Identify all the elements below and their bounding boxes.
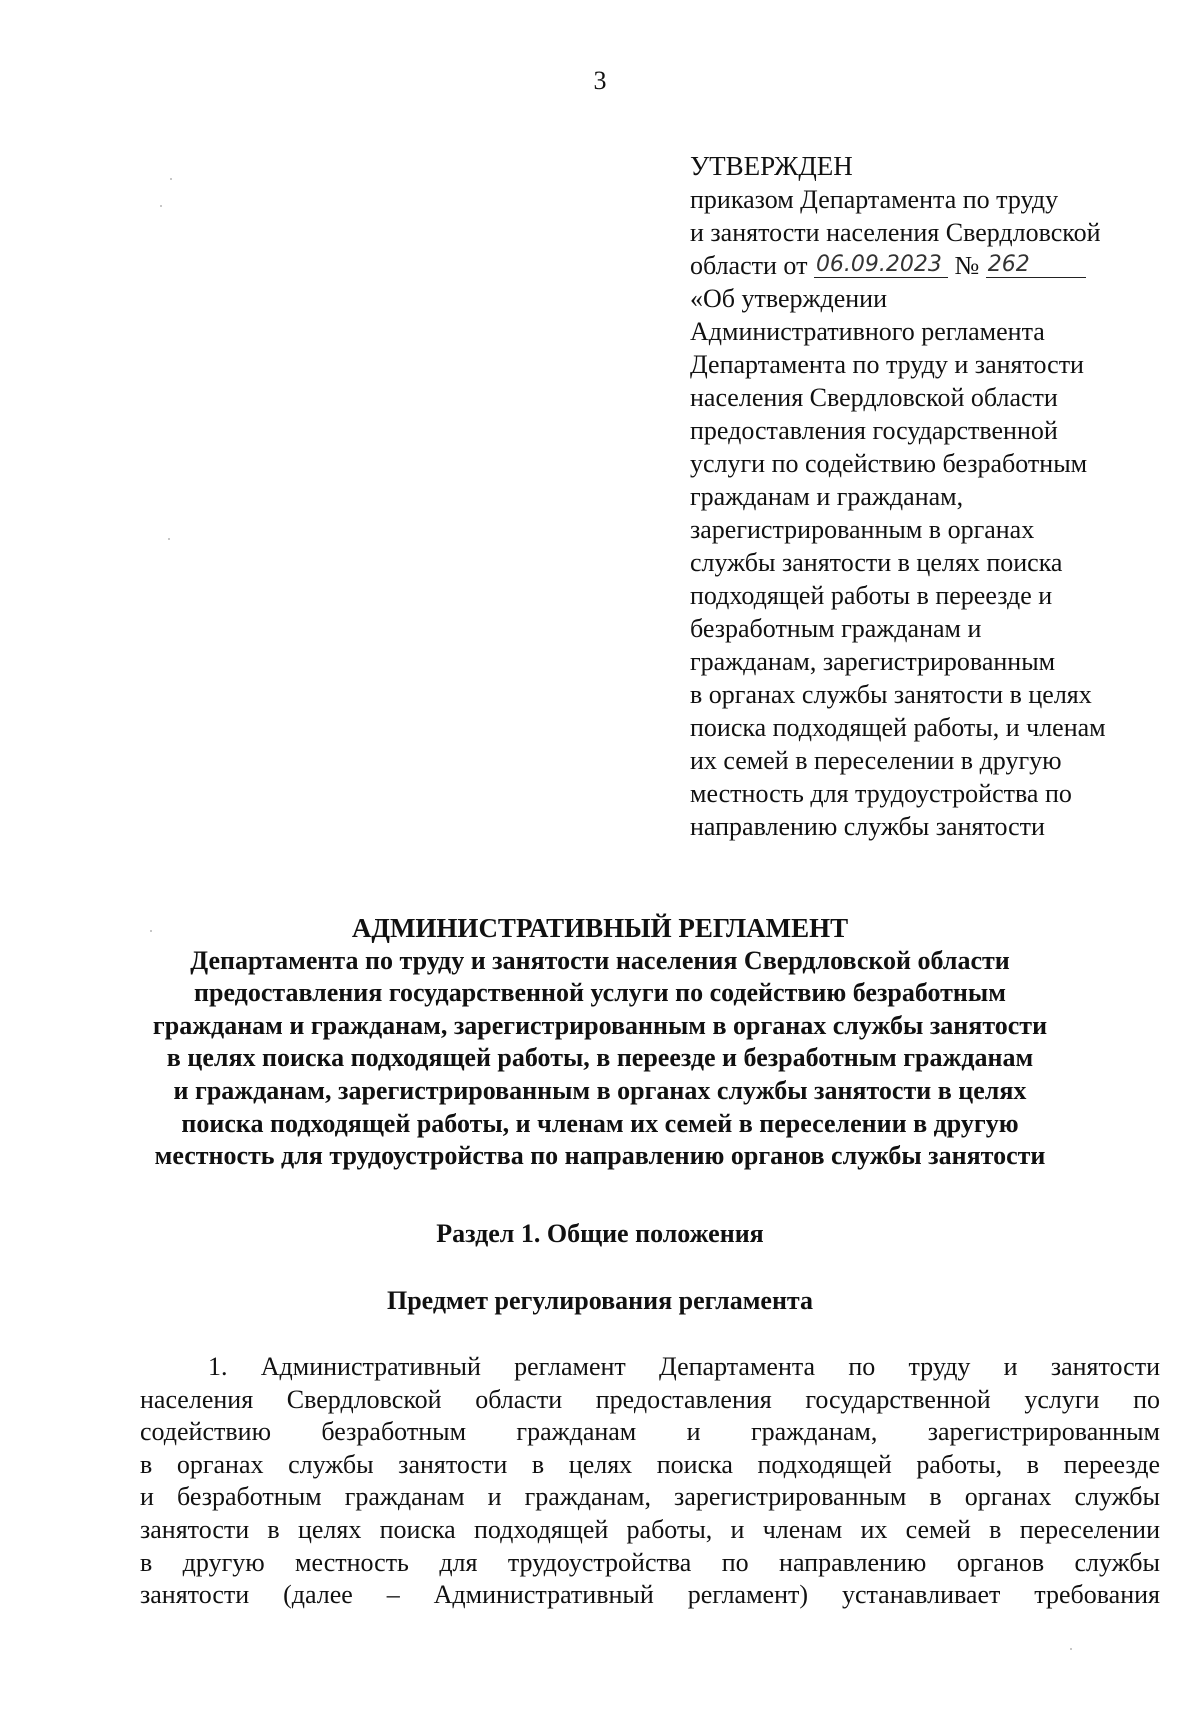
approval-subject-line: Административного регламента bbox=[690, 317, 1045, 346]
approval-subject-line: безработным гражданам и bbox=[690, 614, 982, 643]
scan-speck bbox=[150, 930, 152, 932]
approval-subject-line: зарегистрированным в органах bbox=[690, 515, 1035, 544]
document-subtitle-line: местность для трудоустройства по направлению органов службы занятости bbox=[154, 1141, 1046, 1171]
handwritten-date: 06.09.2023 bbox=[814, 253, 948, 278]
approval-date-prefix: области от bbox=[690, 251, 808, 280]
document-title: АДМИНИСТРАТИВНЫЙ РЕГЛАМЕНТ bbox=[351, 913, 849, 943]
document-subtitle-line: в целях поиска подходящей работы, в переезде и безработным гражданам bbox=[166, 1043, 1034, 1073]
approval-subject-line: подходящей работы в переезде и bbox=[690, 581, 1053, 610]
regulation-title-block bbox=[130, 912, 1070, 1173]
document-subtitle-line: гражданам и гражданам, зарегистрированным в органах службы занятости bbox=[152, 1010, 1048, 1040]
approval-subject-line: гражданам, зарегистрированным bbox=[690, 647, 1056, 676]
paragraph-1 bbox=[140, 1351, 1160, 1612]
approval-order-line-3 bbox=[690, 249, 1180, 282]
approval-subject-line: местность для трудоустройства по bbox=[690, 779, 1072, 808]
approval-subject-line: гражданам и гражданам, bbox=[690, 482, 964, 511]
paragraph-line: населения Свердловской области предоставления государственной услуги по bbox=[140, 1384, 1160, 1414]
approval-stamp-block bbox=[690, 150, 1180, 843]
paragraph-line: 1. Административный регламент Департамента по труду и занятости bbox=[208, 1352, 1160, 1381]
approval-order-line-1: приказом Департамента по труду bbox=[690, 185, 1059, 214]
approval-subject-line: службы занятости в целях поиска bbox=[690, 548, 1063, 577]
approval-subject-line: их семей в переселении в другую bbox=[690, 746, 1062, 775]
document-subtitle-line: поиска подходящей работы, и членам их семей в переселении в другую bbox=[181, 1108, 1019, 1138]
handwritten-number: 262 bbox=[986, 253, 1086, 278]
paragraph-line: содействию безработным гражданам и гражданам, зарегистрированным bbox=[140, 1417, 1160, 1447]
approval-subject bbox=[690, 282, 1180, 843]
approval-order-line-2: и занятости населения Свердловской bbox=[690, 218, 1101, 247]
paragraph-line: в другую местность для трудоустройства по направлению органов службы bbox=[140, 1547, 1160, 1577]
document-subtitle-line: предоставления государственной услуги по содействию безработным bbox=[194, 978, 1006, 1008]
paragraph-line: занятости (далее – Административный регламент) устанавливает требования bbox=[140, 1580, 1160, 1610]
approval-subject-line: направлению службы занятости bbox=[690, 812, 1045, 841]
approval-subject-line: «Об утверждении bbox=[690, 284, 888, 313]
paragraph-line: занятости в целях поиска подходящей работы, и членам их семей в переселении bbox=[140, 1514, 1160, 1544]
approval-subject-line: Департамента по труду и занятости bbox=[690, 350, 1084, 379]
approval-subject-line: населения Свердловской области bbox=[690, 383, 1058, 412]
approval-subject-line: предоставления государственной bbox=[690, 416, 1058, 445]
subsection-heading: Предмет регулирования регламента bbox=[386, 1286, 814, 1315]
scan-speck bbox=[160, 205, 162, 207]
section-heading: Раздел 1. Общие положения bbox=[436, 1219, 764, 1248]
paragraph-line: в органах службы занятости в целях поиска подходящей работы, в переезде bbox=[140, 1449, 1160, 1479]
approval-subject-line: в органах службы занятости в целях bbox=[690, 680, 1092, 709]
scan-speck bbox=[170, 178, 172, 180]
approved-label: УТВЕРЖДЕН bbox=[690, 151, 853, 181]
document-subtitle-line: и гражданам, зарегистрированным в органах службы занятости в целях bbox=[173, 1075, 1027, 1105]
scan-speck bbox=[1070, 1648, 1072, 1650]
approval-subject-line: поиска подходящей работы, и членам bbox=[690, 713, 1106, 742]
document-subtitle-line: Департамента по труду и занятости населения Свердловской области bbox=[190, 945, 1010, 975]
paragraph-line: и безработным гражданам и гражданам, зарегистрированным в органах службы bbox=[140, 1482, 1160, 1512]
approval-number-prefix: № bbox=[954, 251, 980, 280]
approval-subject-line: услуги по содействию безработным bbox=[690, 449, 1088, 478]
page-number: 3 bbox=[593, 66, 607, 95]
scan-speck bbox=[168, 538, 170, 540]
